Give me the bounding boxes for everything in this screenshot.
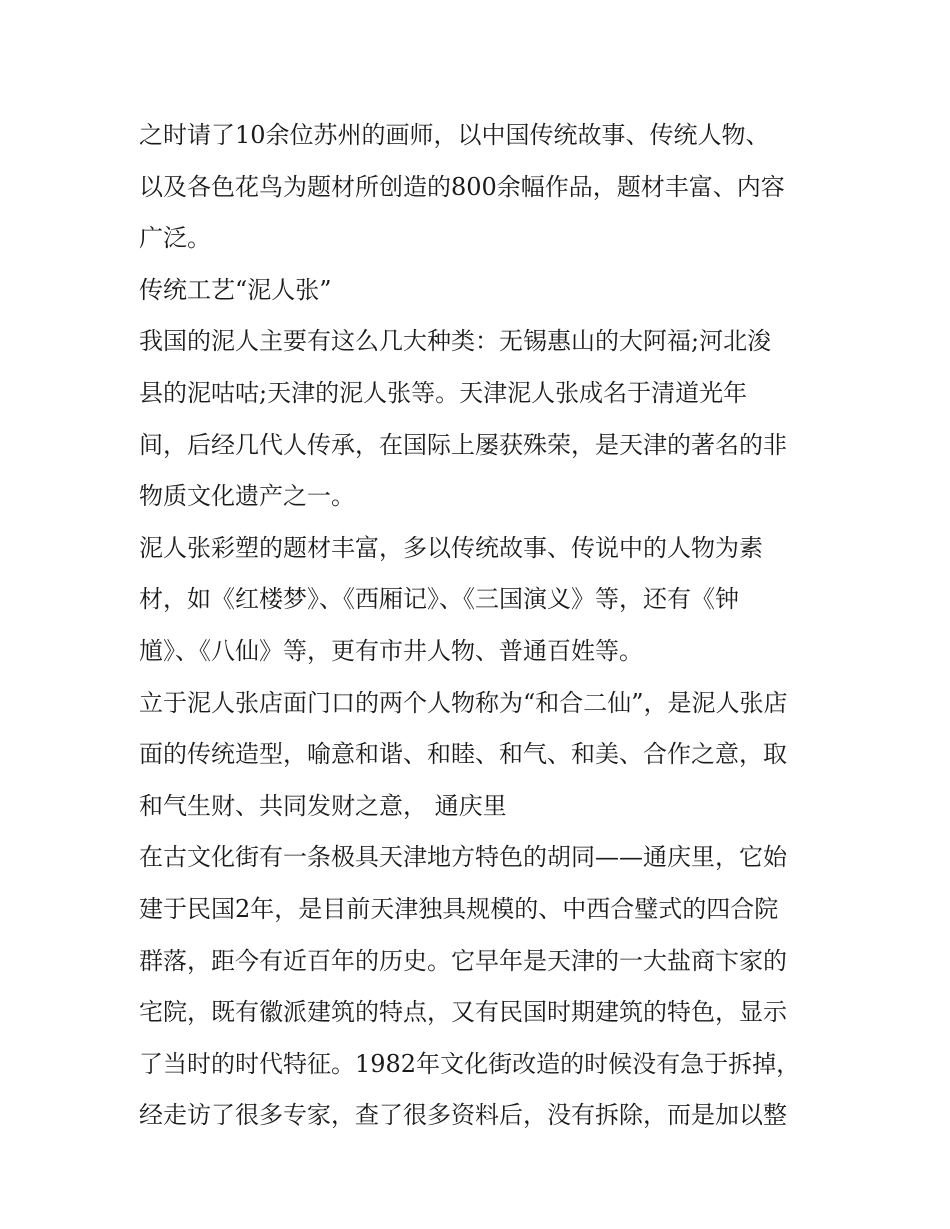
text-line: 建于民国2年，是目前天津独具规模的、中西合璧式的四合院 bbox=[139, 894, 779, 923]
text-line: 泥人张彩塑的题材丰富，多以传统故事、传说中的人物为素 bbox=[139, 533, 763, 562]
body-text bbox=[139, 110, 819, 1142]
text-line: 县的泥咕咕;天津的泥人张等。天津泥人张成名于清道光年 bbox=[139, 378, 748, 407]
text-line: 在古文化街有一条极具天津地方特色的胡同——通庆里，它始 bbox=[139, 843, 787, 872]
text-line: 间，后经几代人传承，在国际上屡获殊荣，是天津的著名的非 bbox=[139, 430, 787, 459]
text-line: 了当时的时代特征。1982年文化街改造的时候没有急于拆掉， bbox=[139, 1049, 801, 1078]
text-line: 和气生财、共同发财之意， 通庆里 bbox=[139, 791, 507, 820]
text-line: 我国的泥人主要有这么几大种类：无锡惠山的大阿福;河北浚 bbox=[139, 327, 772, 356]
text-line: 之时请了10余位苏州的画师，以中国传统故事、传统人物、 bbox=[139, 121, 770, 149]
text-line: 经走访了很多专家，查了很多资料后，没有拆除，而是加以整 bbox=[139, 1101, 787, 1130]
text-line: 群落，距今有近百年的历史。它早年是天津的一大盐商卞家的 bbox=[139, 946, 787, 975]
section-heading: 传统工艺“泥人张” bbox=[139, 275, 332, 304]
text-line: 面的传统造型，喻意和谐、和睦、和气、和美、合作之意，取 bbox=[139, 740, 787, 769]
text-line: 以及各色花鸟为题材所创造的800余幅作品，题材丰富、内容 bbox=[139, 172, 785, 201]
text-line: 宅院，既有徽派建筑的特点，又有民国时期建筑的特色，显示 bbox=[139, 998, 787, 1027]
text-line: 广泛。 bbox=[139, 224, 211, 253]
text-line: 立于泥人张店面门口的两个人物称为“和合二仙”，是泥人张店 bbox=[139, 688, 788, 717]
text-line: 物质文化遗产之一。 bbox=[139, 482, 355, 511]
text-line: 馗》、《八仙》等，更有市井人物、普通百姓等。 bbox=[139, 636, 643, 665]
text-line: 材，如《红楼梦》、《西厢记》、《三国演义》等，还有《钟 bbox=[139, 585, 739, 614]
